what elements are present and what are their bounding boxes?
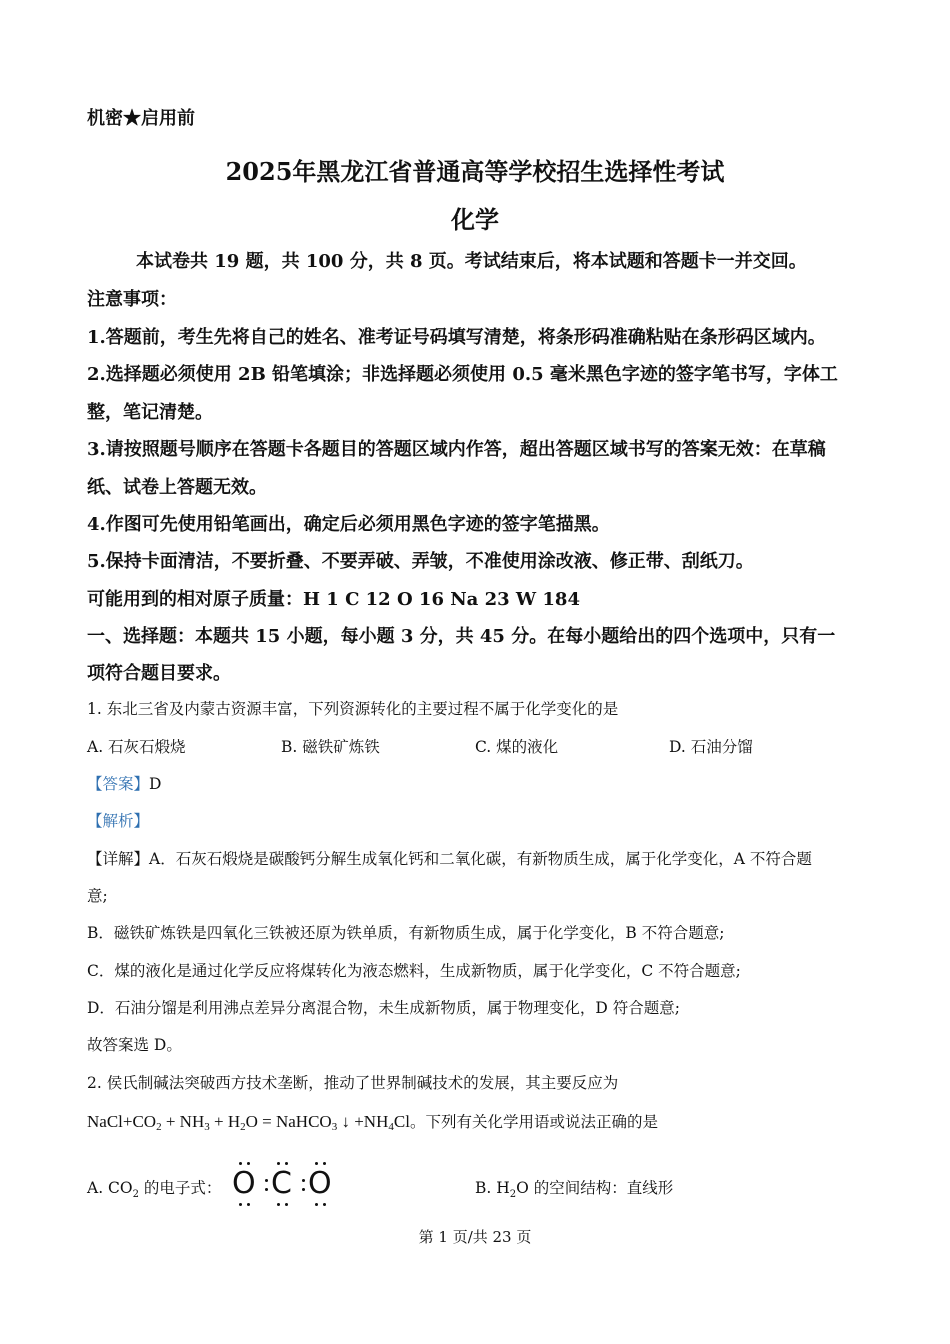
exam-intro: 本试卷共 19 题，共 100 分，共 8 页。考试结束后，将本试题和答题卡一并交回。 bbox=[136, 251, 807, 272]
answer-tag: 【答案】 bbox=[87, 775, 150, 793]
lewis-atom-o-left: O bbox=[232, 1166, 256, 1201]
analysis-tag: 【解析】 bbox=[87, 812, 150, 830]
notice-item: 1.答题前，考生先将自己的姓名、准考证号码填写清楚，将条形码准确粘贴在条形码区域内。 bbox=[87, 327, 826, 348]
question-1-stem: 1. 东北三省及内蒙古资源丰富，下列资源转化的主要过程不属于化学变化的是 bbox=[87, 700, 619, 718]
co2-lewis-structure bbox=[232, 1160, 332, 1210]
section-heading-cont: 项符合题目要求。 bbox=[87, 663, 231, 684]
electron-dot bbox=[315, 1203, 318, 1206]
electron-dot bbox=[265, 1179, 268, 1182]
q2-question-tail: 。下列有关化学用语或说法正确的是 bbox=[409, 1113, 658, 1131]
explanation-line: B．磁铁矿炼铁是四氧化三铁被还原为铁单质，有新物质生成，属于化学变化，B 不符合题意; bbox=[87, 924, 725, 942]
electron-dot bbox=[323, 1203, 326, 1206]
electron-dot bbox=[239, 1162, 242, 1165]
electron-dot bbox=[247, 1162, 250, 1165]
q2-option-b: B. $H_2O$ 的空间结构：直线形 bbox=[475, 1179, 674, 1201]
q1-option-d: D. 石油分馏 bbox=[669, 738, 753, 756]
electron-dot bbox=[239, 1203, 242, 1206]
atomic-masses: 可能用到的相对原子质量：H 1 C 12 O 16 Na 23 W 184 bbox=[87, 589, 580, 610]
exam-title: 2025年黑龙江省普通高等学校招生选择性考试 bbox=[225, 157, 725, 186]
explanation-line: 【详解】A．石灰石煅烧是碳酸钙分解生成氧化钙和二氧化碳，有新物质生成，属于化学变化，A 不符合题 bbox=[87, 850, 812, 868]
reaction-equation: $NaCl+CO_2 + NH_3 + H_2O$ = NaHCO$_3$ ↓ $+NH_4Cl$ bbox=[87, 1112, 410, 1133]
electron-dot bbox=[285, 1203, 288, 1206]
electron-dot bbox=[277, 1203, 280, 1206]
q1-option-a: A. 石灰石煅烧 bbox=[87, 738, 186, 756]
q2-equation-line bbox=[87, 1110, 658, 1133]
notice-heading: 注意事项： bbox=[87, 289, 177, 310]
notice-item: 5.保持卡面清洁，不要折叠、不要弄破、弄皱，不准使用涂改液、修正带、刮纸刀。 bbox=[87, 551, 754, 572]
lewis-atom-o-right: O bbox=[308, 1166, 332, 1201]
electron-dot bbox=[277, 1162, 280, 1165]
notice-item: 纸、试卷上答题无效。 bbox=[87, 477, 267, 498]
answer-value: D bbox=[149, 775, 162, 793]
question-2-stem: 2. 侯氏制碱法突破西方技术垄断，推动了世界制碱技术的发展，其主要反应为 bbox=[87, 1074, 619, 1092]
explanation-line: 意; bbox=[87, 887, 108, 905]
notice-item: 3.请按照题号顺序在答题卡各题目的答题区域内作答，超出答题区域书写的答案无效：在草稿 bbox=[87, 439, 826, 460]
lewis-atom-c: C bbox=[271, 1166, 292, 1201]
q1-option-b: B. 磁铁矿炼铁 bbox=[281, 738, 380, 756]
electron-dot bbox=[315, 1162, 318, 1165]
electron-dot bbox=[265, 1188, 268, 1191]
explanation-line: C．煤的液化是通过化学反应将煤转化为液态燃料，生成新物质，属于化学变化，C 不符合题意; bbox=[87, 962, 741, 980]
q1-answer-line bbox=[87, 772, 161, 794]
electron-dot bbox=[302, 1188, 305, 1191]
explanation-line: D．石油分馏是利用沸点差异分离混合物，未生成新物质，属于物理变化，D 符合题意; bbox=[87, 999, 681, 1017]
electron-dot bbox=[285, 1162, 288, 1165]
confidential-label: 机密★启用前 bbox=[87, 108, 195, 129]
notice-item: 2.选择题必须使用 2B 铅笔填涂；非选择题必须使用 0.5 毫米黑色字迹的签字笔书写，字体工 bbox=[87, 364, 838, 385]
electron-dot bbox=[323, 1162, 326, 1165]
subject-title: 化学 bbox=[451, 205, 499, 234]
q2-option-a: A. $CO_2$ 的电子式： bbox=[87, 1179, 222, 1201]
explanation-line: 故答案选 D。 bbox=[87, 1036, 182, 1054]
electron-dot bbox=[302, 1179, 305, 1182]
electron-dot bbox=[247, 1203, 250, 1206]
notice-item: 4.作图可先使用铅笔画出，确定后必须用黑色字迹的签字笔描黑。 bbox=[87, 514, 610, 535]
notice-item: 整，笔记清楚。 bbox=[87, 402, 213, 423]
page-footer: 第 1 页/共 23 页 bbox=[418, 1228, 532, 1246]
q1-option-c: C. 煤的液化 bbox=[475, 738, 559, 756]
section-heading: 一、选择题：本题共 15 小题，每小题 3 分，共 45 分。在每小题给出的四个选项中，只有一 bbox=[87, 626, 836, 647]
